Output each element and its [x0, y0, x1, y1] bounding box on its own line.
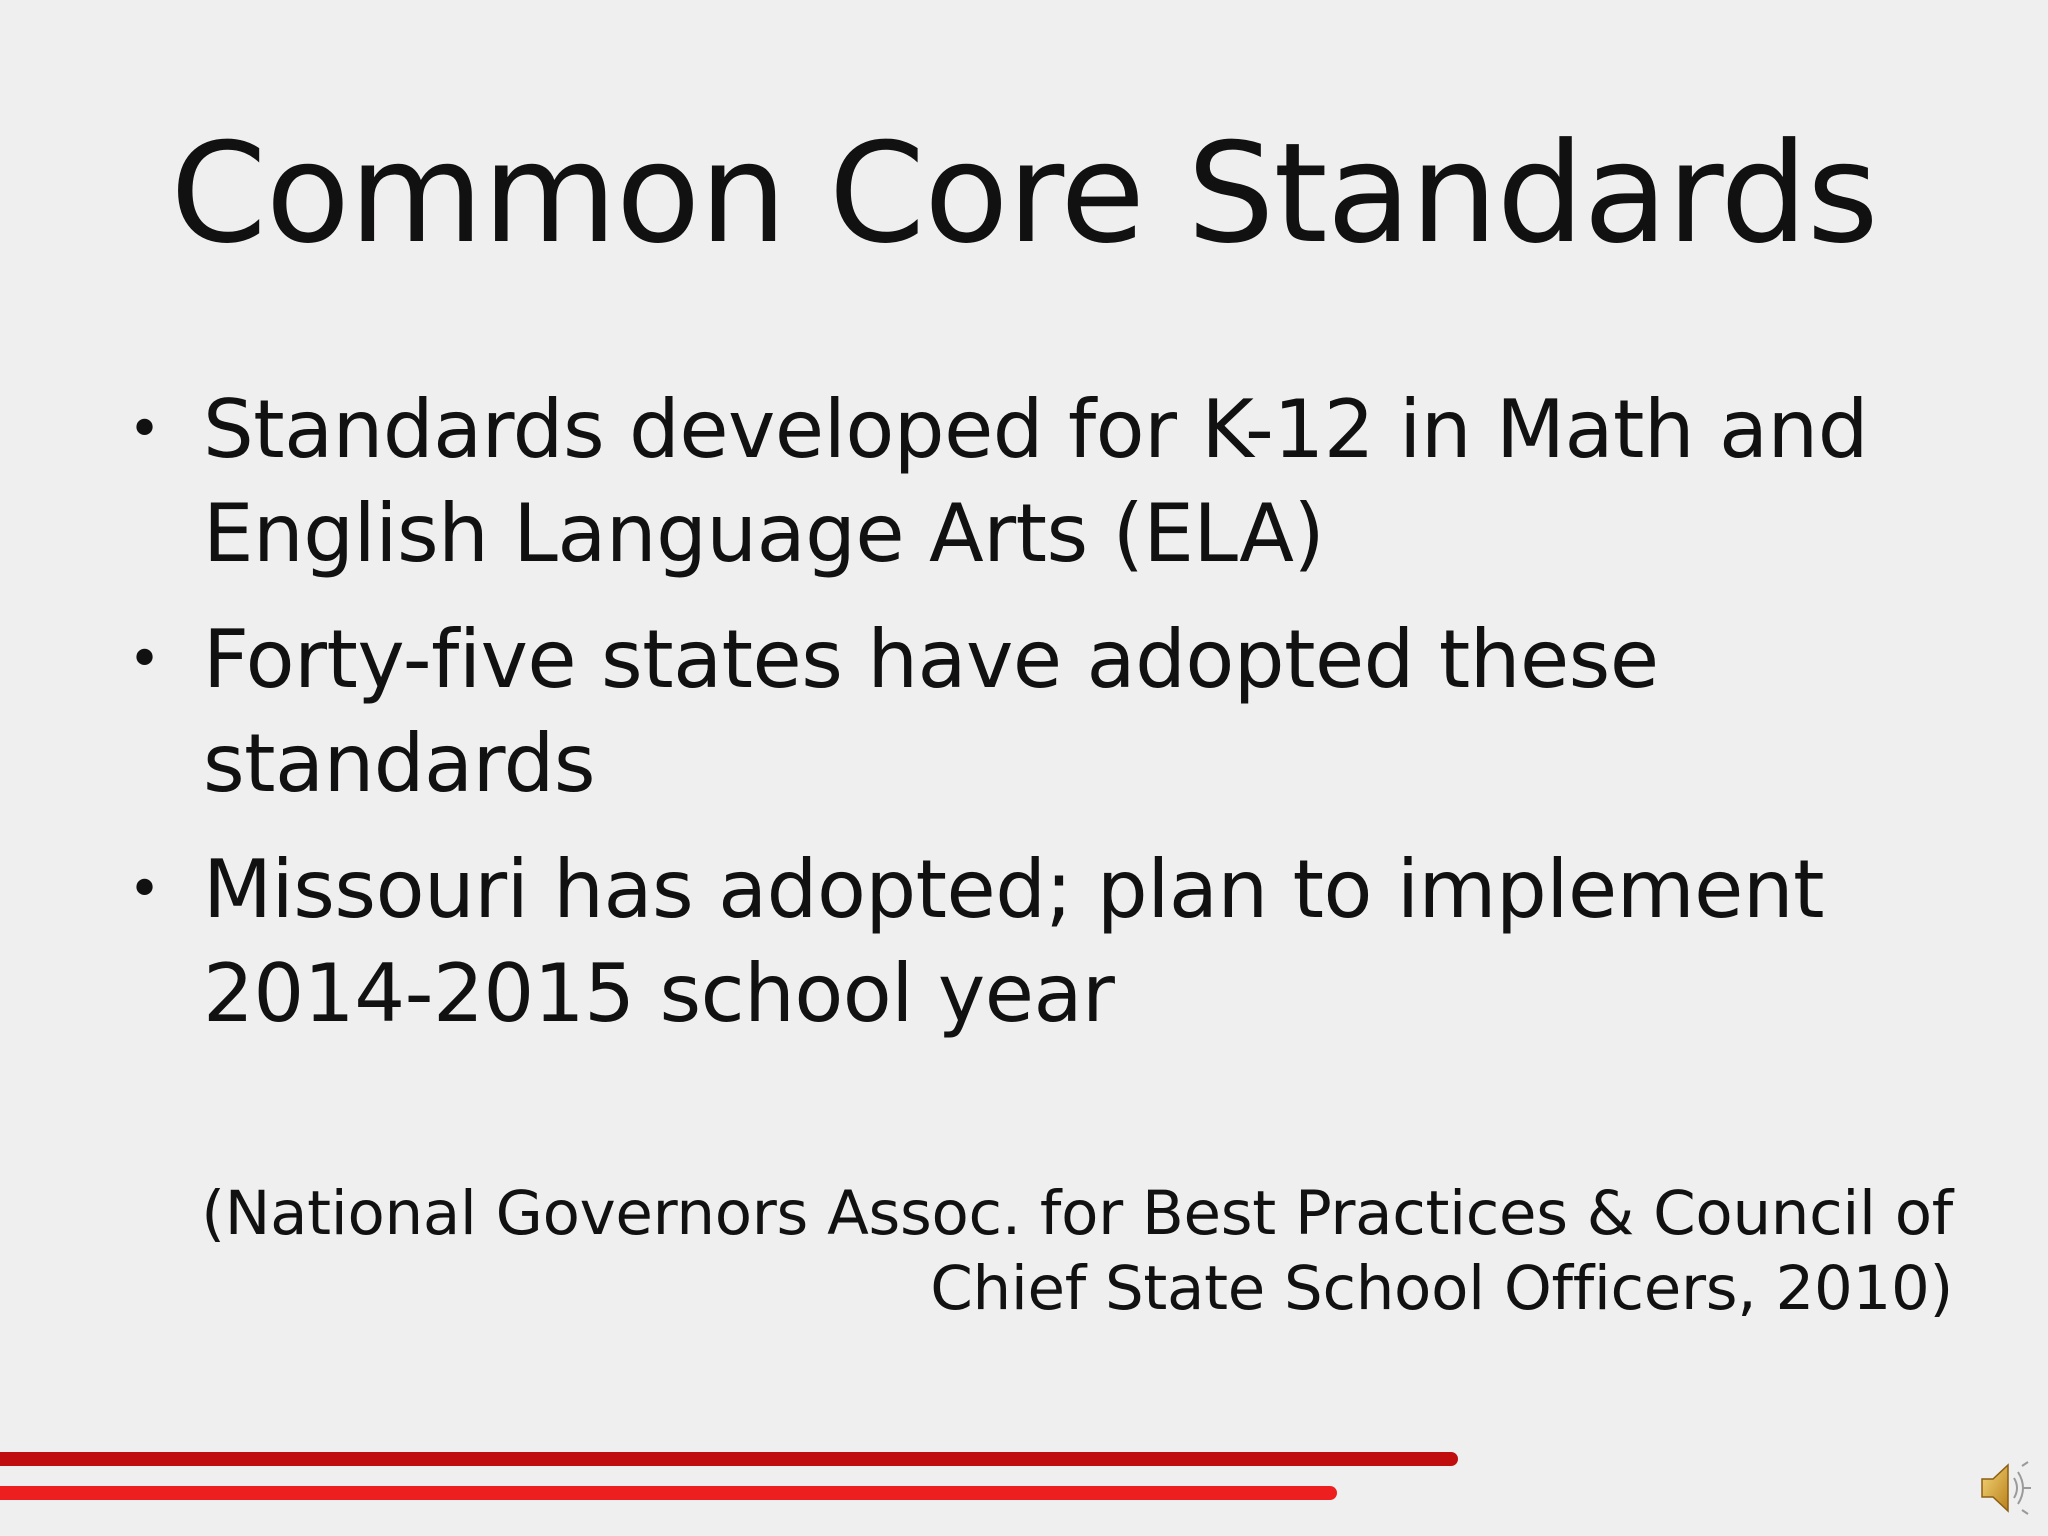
bullet-item	[120, 378, 1980, 586]
speaker-icon[interactable]	[1978, 1456, 2032, 1520]
slide-title: Common Core Standards	[170, 113, 1878, 274]
bullet-item	[120, 608, 1980, 816]
decorative-rule-bottom	[0, 1486, 1337, 1500]
bullet-marker: •	[128, 397, 161, 462]
bullet-item	[120, 838, 1980, 1046]
bullet-marker: •	[128, 627, 161, 692]
citation: (National Governors Assoc. for Best Practices & Council of Chief State School Officers, 2010)	[201, 1178, 1953, 1324]
bullet-text: Missouri has adopted; plan to implement 2014-2015 school year	[203, 843, 1824, 1040]
bullet-text: Standards developed for K-12 in Math and English Language Arts (ELA)	[203, 383, 1868, 580]
decorative-rule-top	[0, 1452, 1458, 1466]
bullet-marker: •	[128, 857, 161, 922]
bullet-list	[120, 378, 1980, 1068]
bullet-text: Forty-five states have adopted these standards	[203, 613, 1659, 810]
